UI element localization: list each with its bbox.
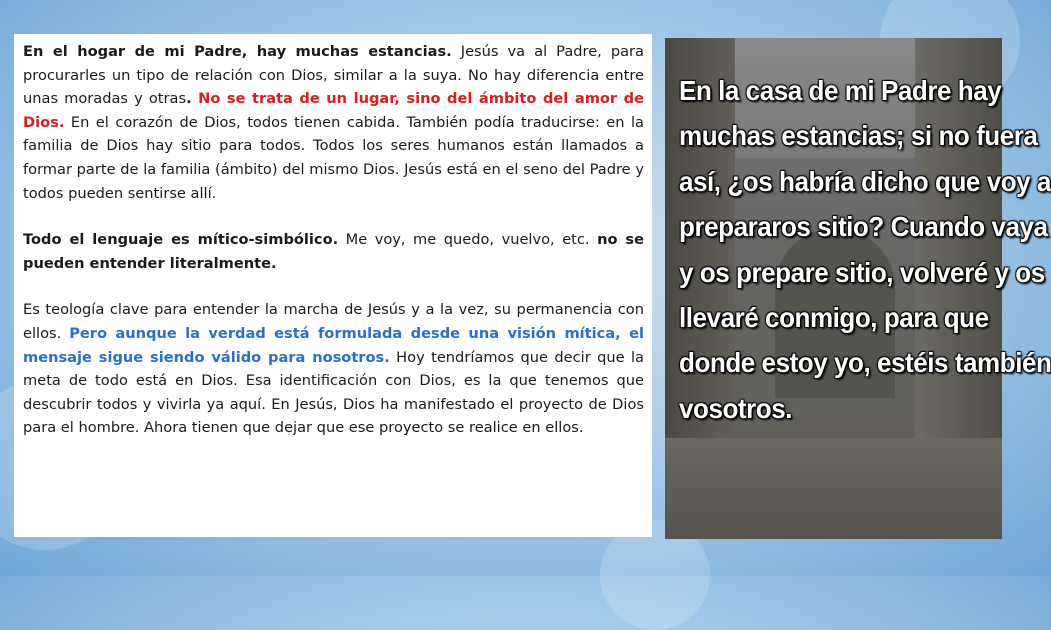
photo-street xyxy=(665,438,1002,539)
quote-line: así, ¿os habría dicho que voy a xyxy=(679,165,1051,197)
quote-line: y os prepare sitio, volveré y os xyxy=(679,256,1045,288)
quote-line: prepararos sitio? Cuando vaya xyxy=(679,211,1048,243)
quote-line: donde estoy yo, estéis también xyxy=(679,347,1051,379)
paragraph-2 xyxy=(23,228,644,275)
quote-line: vosotros. xyxy=(679,392,793,424)
run-red-highlight: No se trata de un lugar, sino del ámbito del amor de Dios. xyxy=(23,90,645,131)
photo-panel xyxy=(665,38,1051,539)
quote-line: En la casa de mi Padre hay xyxy=(679,75,1002,106)
run-normal: En el corazón de Dios, todos tienen cabida. También podía traducirse: en la familia de Dios hay sitio para todos. Todos los seres humanos están llamados a formar parte de la familia (ámbito) del mismo Dios. Jesús está en el seno del Padre y todos pueden sentirse allí. xyxy=(23,113,644,202)
quote-line: muchas estancias; si no fuera xyxy=(679,120,1038,152)
run-bold: Todo el lenguaje es mítico-simbólico. xyxy=(23,231,339,249)
quote-line: llevaré conmigo, para que xyxy=(679,302,989,334)
quote-text xyxy=(679,68,1051,431)
text-panel xyxy=(14,34,652,537)
run-bold: no se pueden entender literalmente. xyxy=(23,231,645,272)
run-normal: Me voy, me quedo, vuelvo, etc. xyxy=(338,231,598,249)
run-bold: . xyxy=(186,90,199,108)
paragraph-1 xyxy=(23,40,644,205)
run-normal: Jesús va al Padre, para procurarles un tipo de relación con Dios, similar a la suya. No hay diferencia entre unas moradas y otras xyxy=(23,43,644,108)
run-normal: Es teología clave para entender la marcha de Jesús y a la vez, su permanencia con ellos. xyxy=(23,301,644,342)
run-bold: En el hogar de mi Padre, hay muchas estancias. xyxy=(23,43,452,60)
run-normal: Hoy tendríamos que decir que la meta de todo está en Dios. Esa identificación con Dios, es la que tenemos que descubrir todos y vivirla ya aquí. En Jesús, Dios ha manifestado el proyecto de Dios para el hombre. Ahora tienen que dejar que ese proyecto se realice en ellos. xyxy=(23,348,644,437)
paragraph-3 xyxy=(23,298,644,440)
run-blue-highlight: Pero aunque la verdad está formulada desde una visión mítica, el mensaje sigue siendo válido para nosotros. xyxy=(23,324,644,366)
